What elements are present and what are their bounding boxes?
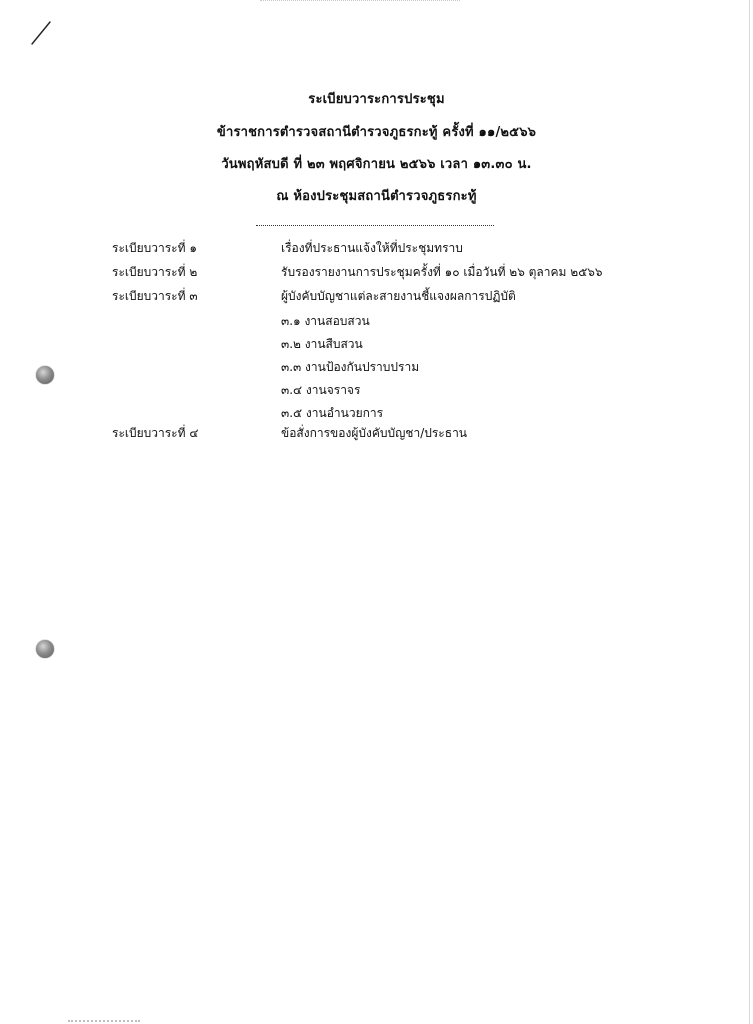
dotted-divider	[256, 225, 494, 226]
agenda-subitem	[0, 380, 753, 400]
agenda-subitem-text: ๓.๔ งานจราจร	[281, 383, 361, 397]
agenda-item-label: ระเบียบวาระที่ ๒	[112, 265, 198, 279]
meeting-subtitle: ข้าราชการตำรวจสถานีตำรวจภูธรกะทู้ ครั้งที่ ๑๑/๒๕๖๖	[216, 125, 537, 140]
agenda-subitem	[0, 357, 753, 377]
agenda-subitem	[0, 334, 753, 354]
agenda-item-1	[0, 238, 753, 258]
agenda-item-3	[0, 286, 753, 306]
agenda-subitem-text: ๓.๑ งานสอบสวน	[281, 314, 370, 328]
agenda-item-text: ผู้บังคับบัญชาแต่ละสายงานชี้แจงผลการปฏิบัติ	[281, 289, 516, 303]
agenda-subitem	[0, 403, 753, 423]
agenda-item-label: ระเบียบวาระที่ ๔	[112, 426, 199, 440]
scan-top-artifact	[260, 0, 460, 5]
agenda-item-label: ระเบียบวาระที่ ๓	[112, 289, 198, 303]
meeting-datetime: วันพฤหัสบดี ที่ ๒๓ พฤศจิกายน ๒๕๖๖ เวลา ๑๓.๓๐ น.	[221, 157, 532, 172]
agenda-item-label: ระเบียบวาระที่ ๑	[112, 241, 197, 255]
document-title: ระเบียบวาระการประชุม	[308, 92, 445, 107]
agenda-item-4	[0, 423, 753, 443]
meeting-location: ณ ห้องประชุมสถานีตำรวจภูธรกะทู้	[276, 189, 477, 204]
agenda-item-text: ข้อสั่งการของผู้บังคับบัญชา/ประธาน	[281, 426, 468, 440]
agenda-subitem-text: ๓.๒ งานสืบสวน	[281, 337, 363, 351]
agenda-item-text: รับรองรายงานการประชุมครั้งที่ ๑๐ เมื่อวันที่ ๒๖ ตุลาคม ๒๕๖๖	[281, 265, 603, 279]
pen-mark	[30, 20, 52, 46]
agenda-subitem-text: ๓.๕ งานอำนวยการ	[281, 406, 384, 420]
agenda-subitem	[0, 311, 753, 331]
agenda-item-2	[0, 262, 753, 282]
agenda-subitem-text: ๓.๓ งานป้องกันปราบปราม	[281, 360, 420, 374]
punch-hole-lower	[36, 640, 54, 658]
agenda-item-text: เรื่องที่ประธานแจ้งให้ที่ประชุมทราบ	[281, 241, 463, 255]
scan-bottom-artifact	[68, 1016, 140, 1022]
